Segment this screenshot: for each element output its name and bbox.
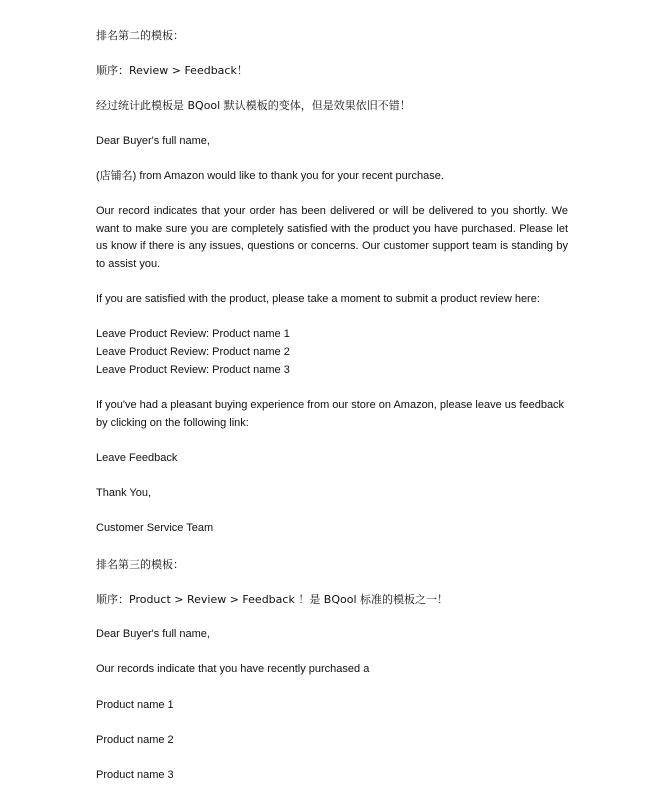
feedback-link[interactable]: Leave Feedback (96, 452, 178, 464)
greeting-line: Dear Buyer's full name, (96, 628, 210, 640)
order-line-rank3: 顺序：Product > Review > Feedback ！是 BQool 标准的模板之一！ (96, 593, 449, 606)
review-link[interactable]: Leave Product Review: Product name 1 (96, 328, 290, 340)
section-heading-rank2: 排名第二的模板： (96, 29, 184, 42)
product-line: Product name 2 (96, 734, 174, 746)
body-paragraph: Our record indicates that your order has been delivered or will be delivered to you shortly. We want to make sure you are completely satisfied with the product you have purchased. Please let us know if there is any issues, questions or concerns. Our customer support team is standing by to assist you. (96, 205, 568, 271)
note-line-rank2: 经过统计此模板是 BQool 默认模板的变体，但是效果依旧不错！ (96, 99, 411, 112)
order-line-rank2: 顺序：Review > Feedback！ (96, 64, 248, 77)
intro-line: (店铺名) from Amazon would like to thank you for your recent purchase. (96, 170, 444, 182)
greeting-line: Dear Buyer's full name, (96, 135, 210, 147)
feedback-request-paragraph: If you've had a pleasant buying experience from our store on Amazon, please leave us feedback by clicking on the following link: (96, 399, 565, 429)
thanks-line: Thank You, (96, 487, 152, 499)
signature-line: Customer Service Team (96, 522, 214, 534)
review-link[interactable]: Leave Product Review: Product name 3 (96, 364, 290, 376)
section-heading-rank3: 排名第三的模板： (96, 558, 184, 571)
intro-line: Our records indicate that you have recently purchased a (96, 663, 370, 675)
product-line: Product name 3 (96, 769, 174, 781)
review-request-line: If you are satisfied with the product, please take a moment to submit a product review here: (96, 293, 540, 305)
product-line: Product name 1 (96, 699, 174, 711)
review-link[interactable]: Leave Product Review: Product name 2 (96, 346, 290, 358)
